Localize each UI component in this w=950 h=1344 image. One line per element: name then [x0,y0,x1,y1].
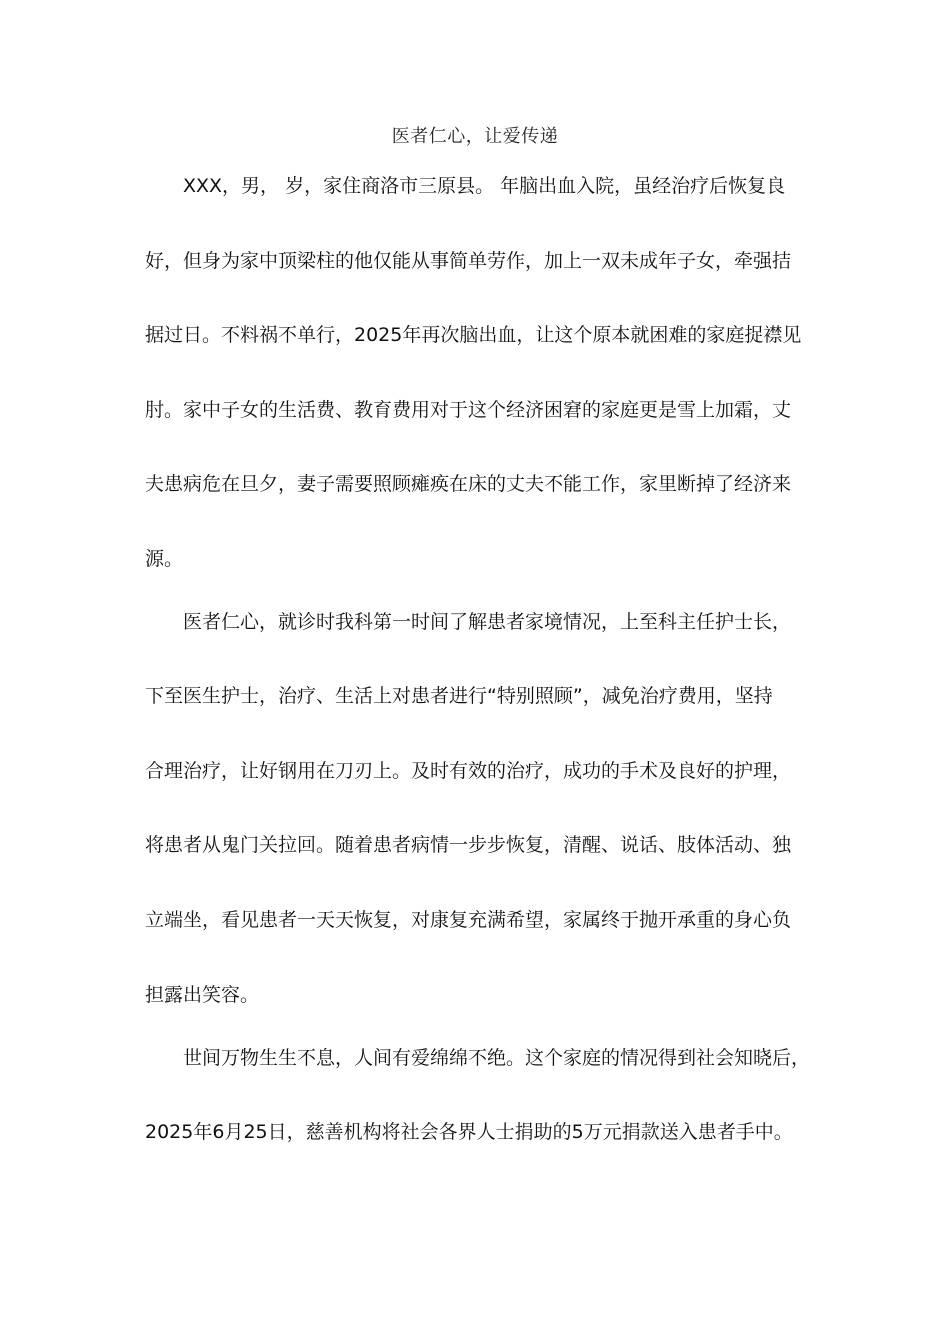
paragraph-1-line-4: 肘。家中子女的生活费、教育费用对于这个经济困窘的家庭更是雪上加霜，丈 [145,399,792,421]
paragraph-2-line-6: 担露出笑容。 [145,984,260,1006]
document-title: 医者仁心，让爱传递 [391,126,559,147]
paragraph-3-line-2: 2025年6月25日，慈善机构将社会各界人士捐助的5万元捐款送入患者手中。 [145,1121,793,1143]
paragraph-2-line-1: 医者仁心，就诊时我科第一时间了解患者家境情况，上至科主任护士长， [183,611,792,633]
paragraph-2-line-3: 合理治疗，让好钢用在刀刃上。及时有效的治疗，成功的手术及良好的护理， [145,760,792,782]
paragraph-2-line-2: 下至医生护士，治疗、生活上对患者进行“特别照顾”，减免治疗费用，坚持 [145,685,773,707]
paragraph-1-line-6: 源。 [145,548,184,570]
paragraph-1-line-3: 据过日。不料祸不单行，2025年再次脑出血，让这个原本就困难的家庭捉襟见 [145,324,802,346]
paragraph-3-line-1: 世间万物生生不息，人间有爱绵绵不绝。这个家庭的情况得到社会知晓后， [183,1047,811,1069]
paragraph-1-line-5: 夫患病危在旦夕，妻子需要照顾瘫痪在床的丈夫不能工作，家里断掉了经济来 [145,473,792,495]
paragraph-1-line-2: 好，但身为家中顶梁柱的他仅能从事简单劳作，加上一双未成年子女，牵强拮 [145,250,792,272]
paragraph-1-line-1: XXX，男， 岁，家住商洛市三原县。 年脑出血入院，虽经治疗后恢复良 [183,175,786,197]
paragraph-2-line-4: 将患者从鬼门关拉回。随着患者病情一步步恢复，清醒、说话、肢体活动、独 [145,834,792,856]
paragraph-2-line-5: 立端坐，看见患者一天天恢复，对康复充满希望，家属终于抛开承重的身心负 [145,909,792,931]
